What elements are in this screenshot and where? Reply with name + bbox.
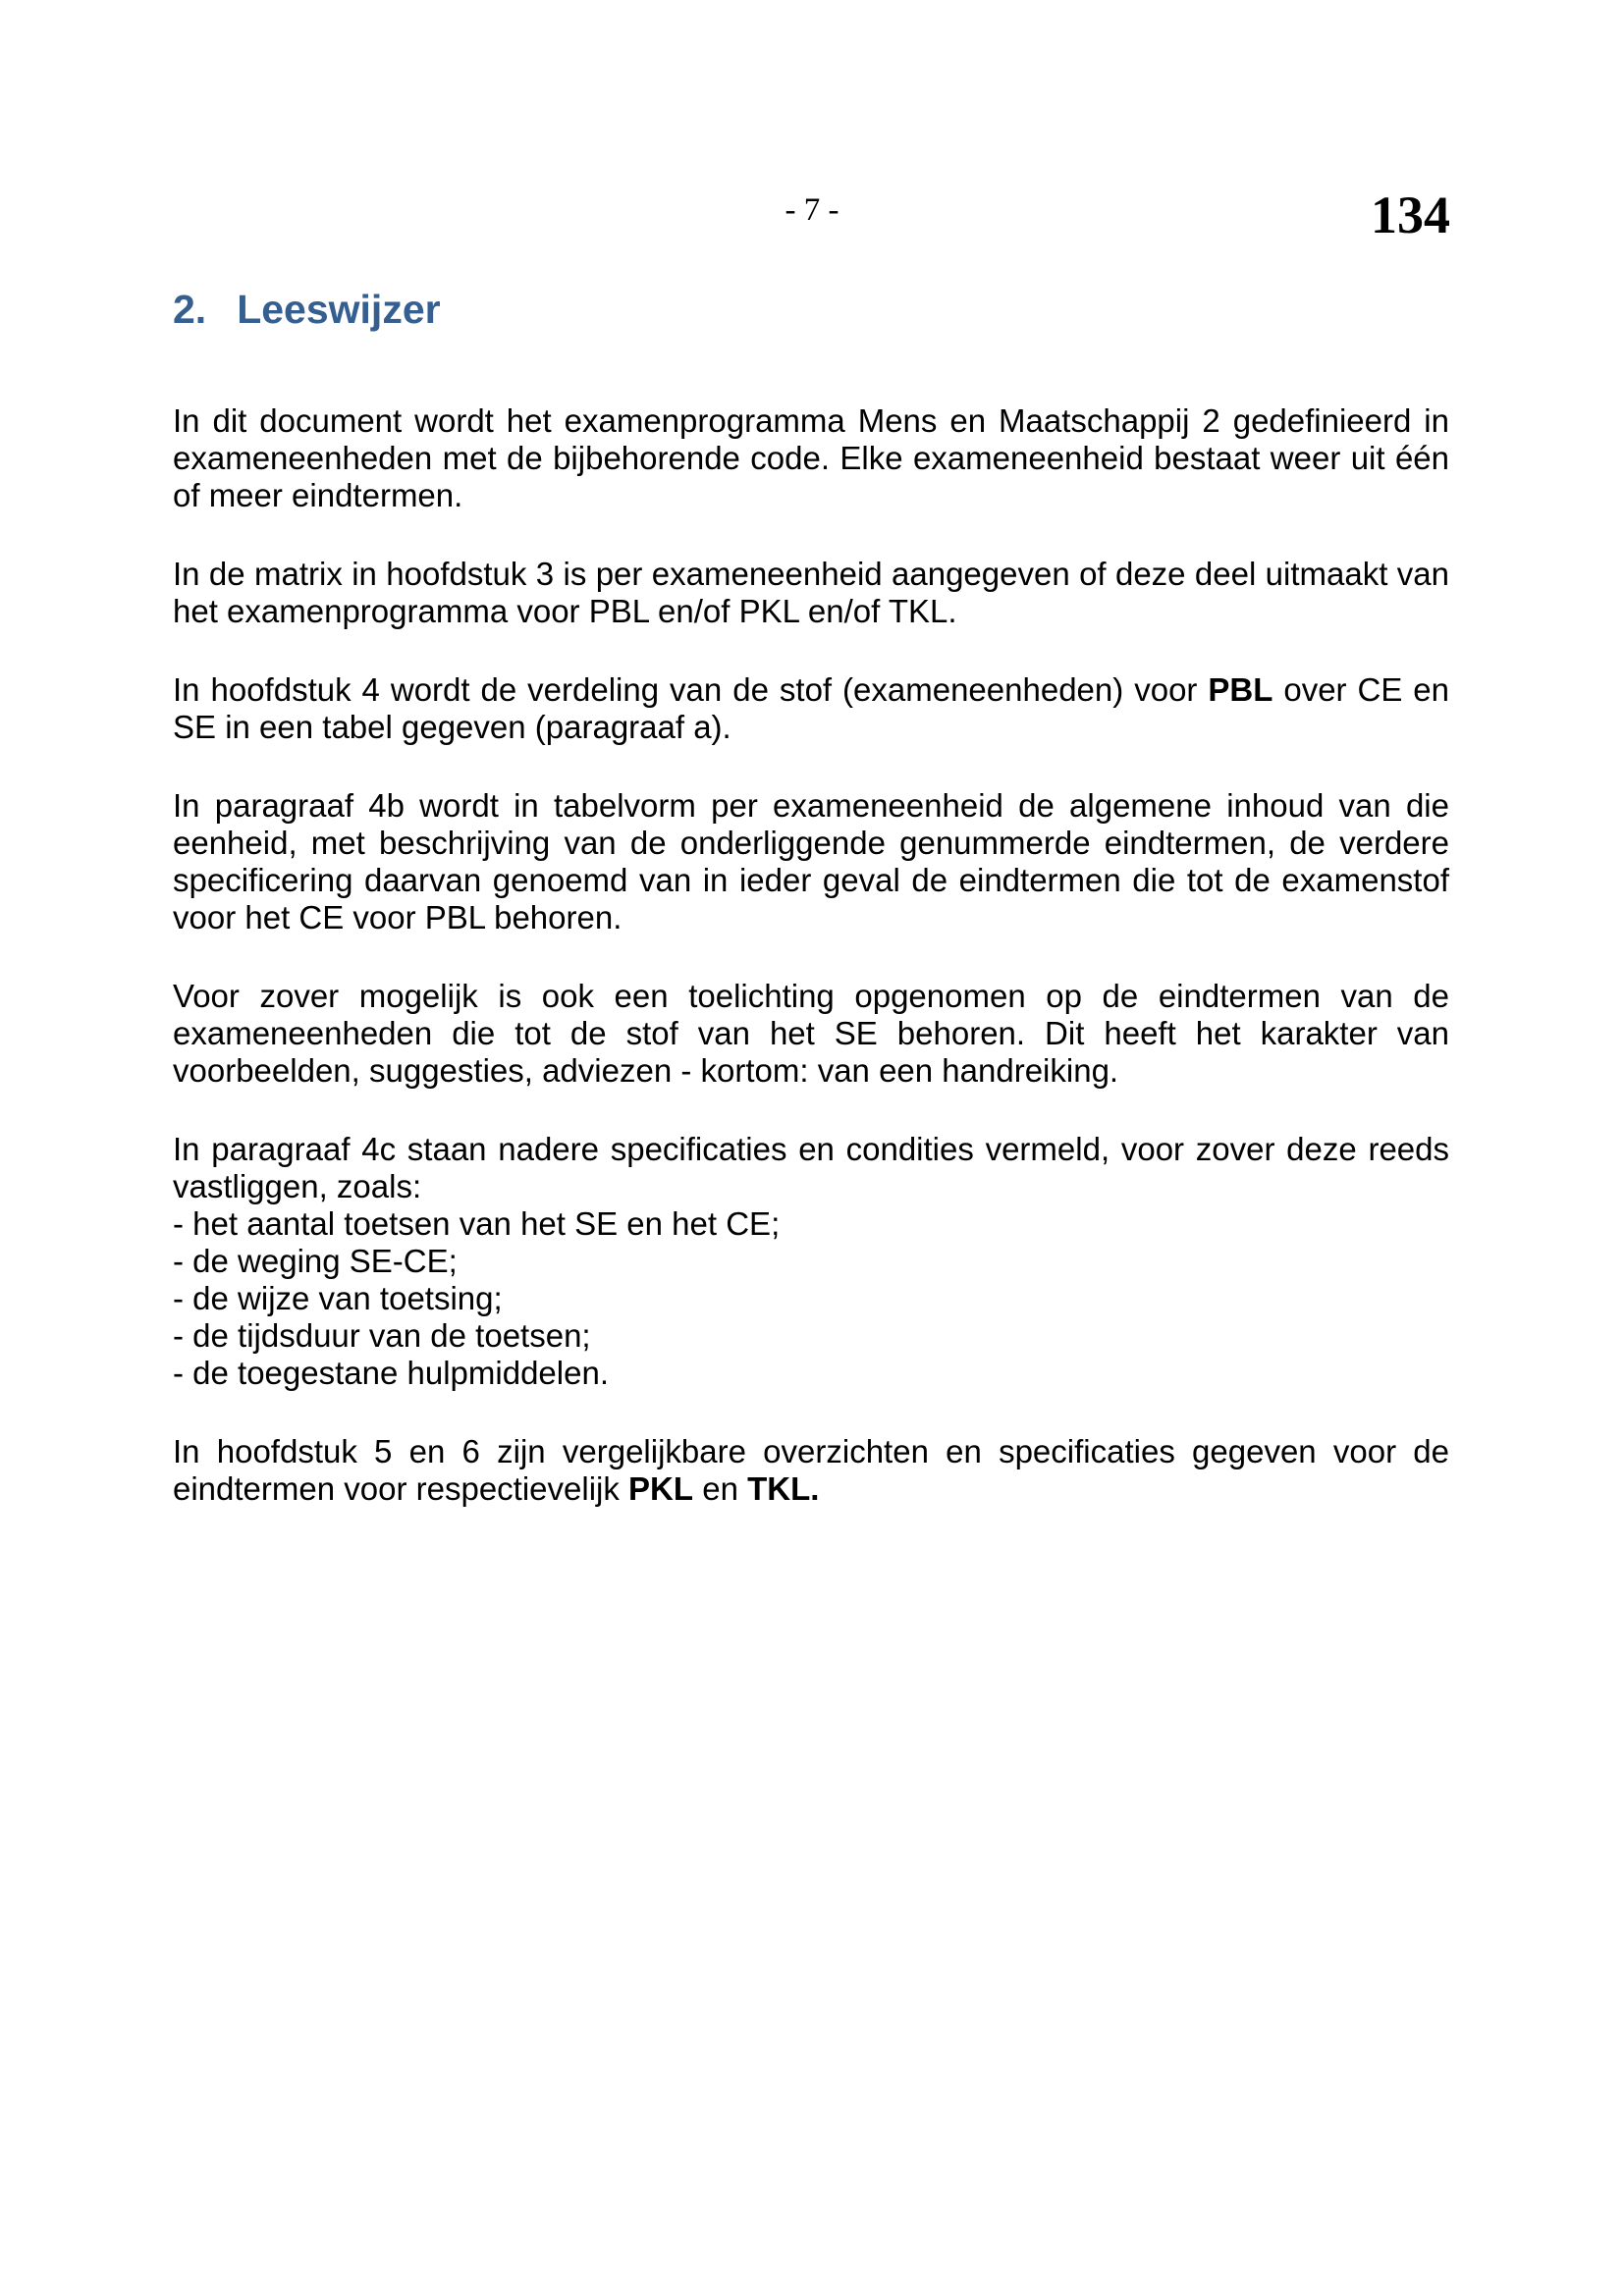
text-run: over CE en SE in een tabel gegeven (paragraaf a).	[173, 671, 1450, 745]
specificaties-list	[173, 1205, 1449, 1392]
page-number: - 7 -	[785, 192, 839, 228]
list-item: - het aantal toetsen van het SE en het CE;	[173, 1205, 781, 1242]
list-item: - de wijze van toetsing;	[173, 1280, 503, 1316]
text-run: Voor zover mogelijk is ook een toelichting opgenomen op de eindtermen van de exameneenheden die tot de stof van het SE behoren. Dit heeft het karakter van voorbeelden, suggesties, adviezen - kortom: van een handreiking.	[173, 978, 1449, 1089]
list-item: - de tijdsduur van de toetsen;	[173, 1317, 591, 1354]
text-run: en	[693, 1470, 748, 1507]
paragraph-4c-intro	[173, 1131, 1449, 1205]
section-heading-number: 2.	[173, 287, 207, 332]
text-run: In dit document wordt het examenprogramma Mens en Maatschappij 2 gedefinieerd in exameneenheden met de bijbehorende code. Elke exameneenheid bestaat weer uit één of meer eindtermen.	[173, 402, 1449, 513]
text-run: In hoofdstuk 4 wordt de verdeling van de stof (exameneenheden) voor	[173, 671, 1209, 708]
list-item: - de toegestane hulpmiddelen.	[173, 1355, 609, 1391]
paragraph-toelichting	[173, 978, 1449, 1090]
text-run-bold: PKL	[628, 1470, 694, 1507]
paragraph-hoofdstuk-4	[173, 671, 1449, 746]
text-run-bold: TKL.	[747, 1470, 820, 1507]
text-run: In paragraaf 4b wordt in tabelvorm per exameneenheid de algemene inhoud van die eenheid, met beschrijving van de onderliggende genummerde eindtermen, de verdere specificering daarvan genoemd van in ieder geval de eindtermen die tot de examenstof voor het CE voor PBL behoren.	[173, 787, 1449, 935]
document-body	[173, 402, 1449, 1549]
text-run: In hoofdstuk 5 en 6 zijn vergelijkbare overzichten en specificaties gegeven voor de eindtermen voor respectievelijk	[173, 1433, 1449, 1507]
list-item: - de weging SE-CE;	[173, 1243, 458, 1279]
paragraph-hoofdstuk-5-6	[173, 1433, 1449, 1508]
text-run-bold: PBL	[1208, 671, 1273, 708]
section-heading	[173, 287, 441, 333]
text-run: In paragraaf 4c staan nadere specificaties en condities vermeld, voor zover deze reeds vastliggen, zoals:	[173, 1131, 1449, 1204]
stamp-page-number: 134	[1371, 186, 1450, 244]
paragraph-4b	[173, 787, 1449, 936]
paragraph-matrix-hoofdstuk-3	[173, 556, 1449, 630]
paragraph-intro-exameneenheden	[173, 402, 1449, 514]
section-heading-title: Leeswijzer	[237, 287, 441, 332]
text-run: In de matrix in hoofdstuk 3 is per exameneenheid aangegeven of deze deel uitmaakt van het examenprogramma voor PBL en/of PKL en/of TKL.	[173, 556, 1449, 629]
